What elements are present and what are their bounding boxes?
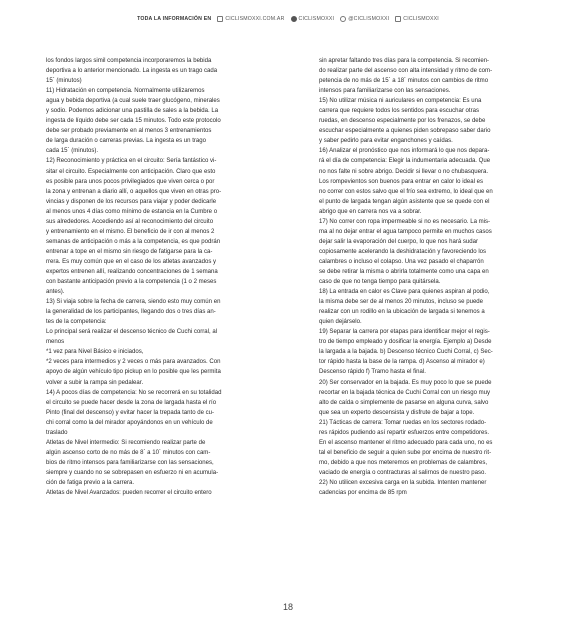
header-facebook[interactable] <box>291 16 335 22</box>
instagram-icon <box>340 16 346 22</box>
text-line: menos <box>46 339 65 346</box>
text-line: copiosamente acelerando la deshidratación y favoreciendo los <box>319 248 487 255</box>
web-icon <box>217 16 223 22</box>
text-line: semanas de anticipación o más a la competencia, es que podrán <box>46 238 221 245</box>
text-line: 16) Analizar el pronóstico que nos informará lo que nos depara- <box>319 148 490 155</box>
text-line: caso de que no tenga tiempo para quitársela. <box>319 279 441 286</box>
text-line: siempre y cuando no se sobrepasen en esfuerzo ni en acumula- <box>46 469 219 476</box>
text-line: los fondos largos simil competencia incorporaremos la bebida <box>46 58 212 64</box>
text-line: con bastante anticipación previo a la competencia (1 o 2 meses <box>46 279 217 286</box>
text-line: escuchar especialmente a quienes piden sobrepaso saber dario <box>319 128 491 135</box>
text-line: antes). <box>46 289 65 296</box>
text-line: 18) La entrada en calor es Clave para quienes aspiran al podio, <box>319 289 490 296</box>
text-line: el circuito se puede hacer desde la zona de largada hasta el río <box>46 399 217 406</box>
text-line: mo, debido a que nos meteremos en problemas de calambres, <box>319 459 488 466</box>
text-line: 20) Ser conservador en la bajada. Es muy poco lo que se puede <box>319 379 492 386</box>
text-line: vincias y disponen de los recursos para viajar y poder dedicarle <box>46 198 217 205</box>
header-instagram[interactable] <box>340 16 389 22</box>
facebook-icon <box>291 16 297 22</box>
header-lead: TODA LA INFORMACIÓN EN <box>137 16 212 22</box>
text-line: Pinto (final del descenso) y evitar hacer la trepada tanto de cu- <box>46 409 215 416</box>
text-line: la generalidad de los participantes, llegando dos o tres días an- <box>46 309 216 316</box>
header-youtube-text: CICLISMOXXI <box>403 16 439 22</box>
text-line: tor rápido hasta la base de la rampa. d) Ascenso al mirador e) <box>319 359 485 366</box>
text-line: no nos falte ni sobre abrigo. Decidir si llevar o no chubasquera. <box>319 168 489 175</box>
text-line: de larga duración o carreras previas. La ingesta es un trago <box>46 138 207 145</box>
text-line: 15´ (minutos) <box>46 78 82 85</box>
text-line: 17) No correr con ropa impermeable si no es necesario. La mis- <box>319 218 491 225</box>
page-number: 18 <box>282 602 293 612</box>
text-line: el punto de largada tengan algún asistente que se quede con el <box>319 198 490 205</box>
text-line: deportiva a lo anterior mencionado. La ingesta es un trago cada <box>46 68 218 75</box>
text-line: ingesta de líquido debe ser cada 15 minutos. Todo este protocolo <box>46 118 221 125</box>
text-line: carrera que requiere todos los sentidos para escuchar otras <box>319 108 479 115</box>
text-line: Atletas de Nivel intermedio: Si recomiendo realizar parte de <box>46 439 206 446</box>
text-line: 15) No utilizar música ni auriculares en competencia: Es una <box>319 98 482 105</box>
text-line: realizar con un rodillo en la ubicación de largada si tenemos a <box>319 309 485 316</box>
text-line: *2 veces para intermedios y 2 veces o más para avanzados. Con <box>46 359 221 366</box>
header-website-text: CICLISMOXXI.COM.AR <box>225 16 285 22</box>
text-line: ruedas, en descenso especialmente por los frenazos, se debe <box>319 118 486 125</box>
text-line: y saber pedirlo para evitar enganchones y caídas. <box>319 138 453 145</box>
text-line: recortar en la bajada técnica de Cuchi Corral con un riesgo muy <box>319 389 491 396</box>
text-line: *1 vez para Nivel Básico e iniciados, <box>46 349 144 356</box>
text-line: Lo principal será realizar el descenso técnico de Cuchi corral, al <box>46 329 218 336</box>
text-line: petencia de no más de 15´ a 18´ minutos con cambios de ritmo <box>319 78 489 85</box>
text-line: abrigo que en carrera nos va a sobrar. <box>319 208 422 215</box>
text-line: 11) Hidratación en competencia. Normalmente utilizaremos <box>46 88 205 95</box>
text-line: 14) A pocos días de competencia: No se recorrerá en su totalidad <box>46 389 222 396</box>
text-line: do realizar parte del ascenso con alta intensidad y ritmo de com- <box>319 68 493 75</box>
text-line: En el ascenso mantener el ritmo adecuado para cada uno, no es <box>319 439 493 446</box>
text-line: apoyo de algún vehículo tipo pickup en lo posible que les permita <box>46 369 221 376</box>
header-website[interactable] <box>217 16 284 22</box>
text-line: 21) Tácticas de carrera: Tomar ruedas en los sectores rodado- <box>319 419 487 426</box>
text-line: Atletas de Nivel Avanzados: pueden recorrer el circuito entero <box>46 490 212 497</box>
text-line: rrera. Es muy común que en el caso de los atletas avanzados y <box>46 258 217 265</box>
text-line: al menos unos 4 días como mínimo de estancia en la Cumbre o <box>46 208 218 215</box>
text-line: 22) No utilicen excesiva carga en la subida. Intenten mantener <box>319 479 487 486</box>
text-line: dejar salir la evaporación del cuerpo, lo que nos hará sudar <box>319 238 478 245</box>
text-line: es posible para unos pocos privilegiados que viven cerca o por <box>46 178 215 185</box>
text-line: calambres o incluso el colapso. Una vez pasado el chaparrón <box>319 258 484 265</box>
text-line: 13) Si viaja sobre la fecha de carrera, siendo esto muy común en <box>46 299 221 306</box>
header-bar <box>0 16 576 22</box>
header-instagram-text: @CICLISMOXXI <box>348 16 390 22</box>
text-line: quien dejárselo. <box>319 319 362 326</box>
text-line: agua y bebida deportiva (a cual suele traer glucógeno, minerales <box>46 98 220 105</box>
text-line: sitar el circuito. Especialmente con anticipación. Claro que esto <box>46 168 216 175</box>
text-line: volver a subir la rampa sin pedalear. <box>46 379 144 386</box>
text-line: res rápidos pudiendo así repartir esfuerzos entre competidores. <box>319 429 490 436</box>
text-line: que sea un experto descensista y disfrute de bajar a tope. <box>319 409 475 416</box>
text-line: chi corral como la del mirador apoyándonos en un vehículo de <box>46 419 213 426</box>
text-line: expertos entrenen allí, realizando concentraciones de 1 semana <box>46 268 218 275</box>
text-line: la zona y entrenan a diario allí, o aquellos que viven en otras pro- <box>46 188 222 195</box>
left-column <box>46 56 282 498</box>
text-line: no correr con estos salvo que el frío sea extremo, lo ideal que en <box>319 188 493 195</box>
header-facebook-text: CICLISMOXXI <box>298 16 335 22</box>
text-line: y entrenamiento en el mismo. El beneficio de ir con al menos 2 <box>46 228 215 235</box>
youtube-icon <box>395 16 401 22</box>
text-line: tes de la competencia: <box>46 319 107 326</box>
text-line: Los rompevientos son buenos para entrar en calor lo ideal es <box>319 178 484 185</box>
text-line: tro de tiempo empleado y dosificar la energía. Ejemplo a) Desde <box>319 339 492 346</box>
text-line: alto de caída o simplemente de pasarse en alguna curva, salvo <box>319 399 489 406</box>
text-line: intensos para familiarizarse con las sensaciones. <box>319 88 451 95</box>
text-line: debe ser probado previamente en al menos 3 entrenamientos <box>46 128 212 135</box>
text-line: ma al no dejar entrar el agua tampoco permite en muchos casos <box>319 228 492 235</box>
text-line: tal el beneficio de seguir a quien sube por encima de nuestro rit- <box>319 449 492 456</box>
text-line: bios de ritmo intensos para familiarizarse con las sensaciones, <box>46 459 214 466</box>
text-line: la largada a la bajada. b) Descenso técnico Cuchi Corral, c) Sec- <box>319 349 493 356</box>
header-youtube[interactable] <box>395 16 439 22</box>
text-line: entrenar a tope en el mismo sin riesgo de fatigarse para la ca- <box>46 248 213 255</box>
text-line: 12) Reconocimiento y práctica en el circuito: Sería fantástico vi- <box>46 158 217 165</box>
text-line: ción de fatiga previo a la carrera. <box>46 479 135 486</box>
text-line: vaciado de energía o contracturas al salirnos de nuestro paso. <box>319 469 487 476</box>
text-line: la misma debe ser de al menos 20 minutos, incluso se puede <box>319 299 484 306</box>
text-line: sin apretar faltando tres días para la competencia. Si recomien- <box>319 58 490 64</box>
text-line: rá el día de competencia: Elegir la indumentaria adecuada. Que <box>319 158 491 165</box>
text-line: Descenso rápido f) Tramo hasta el final. <box>319 369 426 376</box>
text-line: 19) Separar la carrera por etapas para identificar mejor el regis- <box>319 329 490 336</box>
right-column <box>319 56 533 498</box>
text-line: cadencias por encima de 85 rpm <box>319 490 407 497</box>
text-line: y sodio. Podemos adicionar una pastilla de sales a la bebida. La <box>46 108 219 115</box>
text-line: sus alrededores. Accediendo así al reconocimiento del circuito <box>46 218 214 225</box>
text-line: cada 15´ (minutos). <box>46 148 99 155</box>
text-line: algún ascenso corto de no más de 8´ a 10´ minutos con cam- <box>46 449 211 456</box>
text-line: traslado <box>46 429 68 436</box>
text-line: se debe retirar la misma o abrirla totalmente como una capa en <box>319 268 489 275</box>
